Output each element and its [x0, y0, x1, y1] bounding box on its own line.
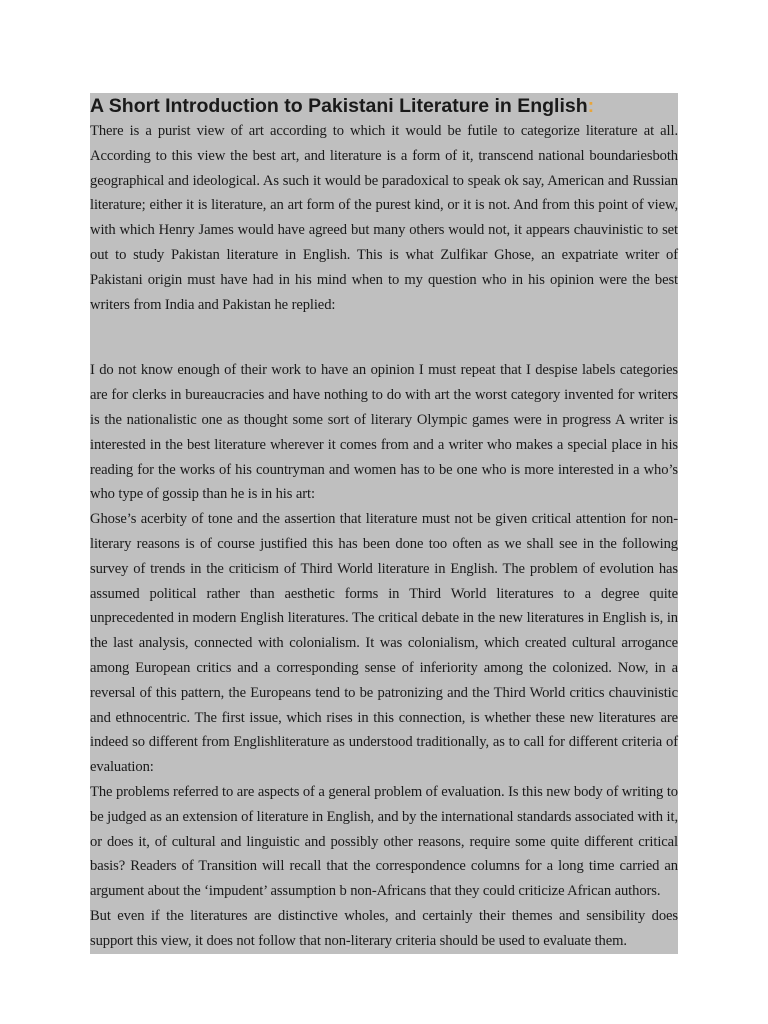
- document-page: [90, 93, 678, 954]
- paragraph-quote: I do not know enough of their work to have an opinion I must repeat that I despise labels categories are for clerks in bureaucracies and have nothing to do with art the worst category invented for writers is the nationalistic one as thought some sort of literary Olympic games were in progress A writer is interested in the best literature wherever it comes from and a writer who makes a special place in his reading for the works of his countryman and women has to be one who is more interested in a who’s who type of gossip than he is in his art:: [90, 362, 678, 503]
- document-title-text: A Short Introduction to Pakistani Literature in English: [90, 95, 588, 117]
- paragraph-evaluation: The problems referred to are aspects of a general problem of evaluation. Is this new body of writing to be judged as an extension of literature in English, and by the international standards associated with it, or does it, of cultural and linguistic and possibly other reasons, require some quite different critical basis? Readers of Transition will recall that the correspondence columns for a long time carried an argument about the ‘impudent’ assumption b non-Africans that they could criticize African authors.: [90, 783, 678, 900]
- paragraph-critical-debate: Ghose’s acerbity of tone and the assertion that literature must not be given critical attention for non-literary reasons is of course justified this has been done too often as we shall see in the following survey of trends in the criticism of Third World literature in English. The problem of evolution has assumed political rather than aesthetic forms in Third World literatures to a degree quite unprecedented in modern English literatures. The critical debate in the new literatures in English is, in the last analysis, connected with colonialism. It was colonialism, which created cultural arrogance among European critics and a corresponding sense of inferiority among the colonized. Now, in a reversal of this pattern, the Europeans tend to be patronizing and the Third World critics chauvinistic and ethnocentric. The first issue, which rises in this connection, is whether these new literatures are indeed so different from Englishliterature as understood traditionally, as to call for different criteria of evaluation:: [90, 511, 678, 776]
- paragraph-intro: There is a purist view of art according to which it would be futile to categorize literature at all. According to this view the best art, and literature is a form of it, transcend national boundariesboth geographical and ideological. As such it would be paradoxical to speak ok say, American and Russian literature; either it is literature, an art form of the purest kind, or it is not. And from this point of view, with which Henry James would have agreed but many others would not, it appears chauvinistic to set out to study Pakistan literature in English. This is what Zulfikar Ghose, an expatriate writer of Pakistani origin must have had in his mind when to my question who in his opinion were the best writers from India and Pakistan he replied:: [90, 123, 678, 313]
- document-title-colon: :: [587, 95, 595, 117]
- paragraph-conclusion: But even if the literatures are distinctive wholes, and certainly their themes and sensibility does support this view, it does not follow that non-literary criteria should be used to evaluate them.: [90, 907, 678, 949]
- document-title: [90, 93, 678, 119]
- paragraph-gap: [90, 317, 678, 358]
